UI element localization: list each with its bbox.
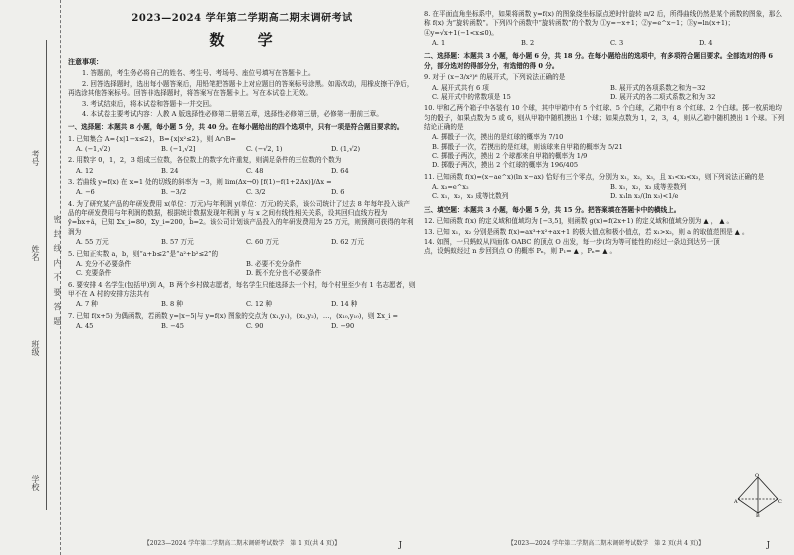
answer-option: C. (−√2, 1) xyxy=(246,144,283,153)
answer-option: A. 掷骰子一次，摸出的是红球的概率为 7/10 xyxy=(432,133,564,142)
option-row xyxy=(432,39,788,48)
notice-item: 2. 回答选择题时，选出每小题答案后，用铅笔把答题卡上对应题目的答案标号涂黑。如需改动，用橡皮擦干净后，再选涂其他答案标号。回答非选择题时，将答案写在答题卡上。写在本试卷上无效。 xyxy=(68,79,414,98)
binding-label-name: 姓名 xyxy=(31,245,40,261)
option-row xyxy=(76,322,416,331)
question-stem: 9. 对于 (x−3/x²)⁶ 的展开式，下列说法正确的是 xyxy=(424,73,566,82)
vertex-label-o: O xyxy=(755,473,760,479)
answer-option: D. 掷骰子两次，摸出 2 个红球的概率为 196/405 xyxy=(432,161,579,170)
answer-option: B. 24 xyxy=(161,166,179,175)
question-list xyxy=(68,135,416,332)
answer-option: D. (1,√2) xyxy=(331,144,361,153)
section-two-heading: 二、选择题：本题共 3 小题，每小题 6 分，共 18 分。在每小题给出的选项中，有多项符合题目要求。全部选对的得 6 分，部分选对的得部分分，有选错的得 0 分。 xyxy=(424,52,773,70)
notice-item: 1. 答题前，考生务必将自己的姓名、考生号、考场号、座位号填写在答题卡上。 xyxy=(82,69,315,78)
binding-margin xyxy=(0,0,61,555)
page-footer: 【2023—2024 学年第二学期高二期末调研考试数学 第 1 页(共 4 页)】 xyxy=(143,540,341,548)
answer-option: A. 7 种 xyxy=(76,300,98,309)
footer-mark: J xyxy=(398,539,402,549)
question-stem: 8. 在平面直角坐标系中，如果将函数 y=f(x) 的图象绕坐标原点逆时针旋转 π/2 后，所得曲线仍然是某个函数的图象，那么称 f(x) 为“旋转函数”。下列四个函数中“旋转函数”的个数为 ①y=−x+1；②y=e^x−1；③y=ln(x+1)；④y=√x+1(−1<x≤0)。 xyxy=(424,10,782,37)
seal-notice: 密 封 线 内 不 要 答 题 xyxy=(53,215,62,327)
answer-option: B. 8 种 xyxy=(161,300,183,309)
question-list xyxy=(424,73,788,202)
answer-option: A. (−1,√2) xyxy=(76,144,111,153)
question-stem: 6. 要安排 4 名学生(包括甲)到 A，B 两个乡村做志愿者，每名学生只能选择去一个村，每个村里至少有 1 名志愿者，则甲不在 A 村的安排方法共有 xyxy=(68,280,416,298)
option-row xyxy=(432,84,788,103)
answer-option: B. (−1,√2] xyxy=(161,144,196,153)
question-stem: 2. 用数字 0，1，2，3 组成三位数，各位数上的数字允许重复，则满足条件的三位数的个数为 xyxy=(68,156,342,165)
option-row xyxy=(76,167,416,176)
section-one-heading: 一、选择题：本题共 8 小题，每小题 5 分，共 40 分。在每小题给出的四个选项中，只有一项是符合题目要求的。 xyxy=(68,123,404,132)
question-stem: 3. 若曲线 y=f(x) 在 x=1 处的切线的斜率为 −3，则 lim(Δx→0) [f(1)−f(1+2Δx)]/Δx = xyxy=(68,178,332,187)
answer-option: B. −3/2 xyxy=(161,188,187,197)
answer-option: C. 掷骰子两次，摸出 2 个球都来自甲箱的概率为 1/9 xyxy=(432,152,588,161)
answer-option: B. x₁，x₂，x₃ 成等差数列 xyxy=(610,183,687,192)
option-row xyxy=(432,133,788,170)
option-row xyxy=(76,260,416,279)
answer-option: C. 60 万元 xyxy=(246,238,279,247)
answer-option: B. 57 万元 xyxy=(161,238,194,247)
vertex-label-c: C xyxy=(778,499,782,505)
answer-option: C. 3 xyxy=(610,39,624,48)
notice-item: 4. 本试卷主要考试内容：人教 A 版选择性必修第二册第五章，选择性必修第三册，必修第一册前三章。 xyxy=(82,109,383,118)
answer-option: C. 90 xyxy=(246,322,264,331)
answer-option: B. −45 xyxy=(161,322,184,331)
section-three-heading: 三、填空题：本题共 3 小题，每小题 5 分，共 15 分。把答案填在答题卡中的横线上。 xyxy=(424,205,681,214)
binding-label-class: 班级 xyxy=(31,340,40,356)
binding-label-exam-number: 考号 xyxy=(31,150,40,166)
answer-option: C. 充要条件 xyxy=(76,269,112,278)
question-stem: 11. 已知函数 f(x)=(x−ae^x)(ln x−ax) 恰好有三个零点，分别为 x₁，x₂，x₃，且 x₁<x₂<x₃，则下列说法正确的是 xyxy=(424,172,765,181)
exam-subject: 数 学 xyxy=(209,31,287,50)
answer-option: C. x₁，x₂，x₃ 成等比数列 xyxy=(432,192,509,201)
page-footer: 【2023—2024 学年第二学期高二期末调研考试数学 第 2 页(共 4 页)】 xyxy=(507,540,705,548)
vertex-label-a: A xyxy=(734,499,738,505)
answer-option: D. x₁ln x₂/(ln x₃)<1/e xyxy=(610,192,679,201)
answer-option: A. x₃=e^x₂ xyxy=(432,183,469,192)
tetrahedron-figure xyxy=(734,473,782,517)
answer-option: D. 展开式的各二项式系数之和为 32 xyxy=(610,92,716,101)
answer-option: A. −6 xyxy=(76,188,95,197)
exam-title: 2023—2024 学年第二学期高二期末调研考试 xyxy=(131,13,353,24)
option-row xyxy=(432,183,788,202)
notice-block xyxy=(68,57,416,119)
notice-title: 注意事项： xyxy=(68,57,103,67)
answer-option: A. 1 xyxy=(432,39,446,48)
page-one xyxy=(68,0,416,555)
answer-option: C. 展开式中的常数项是 15 xyxy=(432,92,511,101)
answer-option: C. 12 种 xyxy=(246,300,273,309)
answer-option: A. 12 xyxy=(76,166,94,175)
option-row xyxy=(76,300,416,309)
question-list xyxy=(424,10,788,48)
notice-item: 3. 考试结束后，将本试卷和答题卡一并交回。 xyxy=(82,99,216,108)
answer-option: B. 展开式的各项系数之和为−32 xyxy=(610,83,706,92)
question-stem: 10. 甲和乙两个箱子中各装有 10 个球，其中甲箱中有 5 个红球、5 个白球，乙箱中有 8 个红球、2 个白球。掷一枚质地均匀的骰子，如果点数为 5 或 6，则从甲箱中随机摸出 1 个球；如果点数为 1，2，3，4，则从乙箱中随机摸出 1 个球。下列结论正确的是 xyxy=(424,104,785,131)
fill-question-list xyxy=(424,217,788,256)
footer-mark: J xyxy=(766,539,770,549)
answer-option: A. 45 xyxy=(76,322,94,331)
option-row xyxy=(76,145,416,154)
question-stem: 5. 已知正实数 a，b，则“a+b≤2”是“a²+b²≤2”的 xyxy=(68,249,219,258)
binding-label-school: 学校 xyxy=(31,475,40,491)
answer-option: A. 55 万元 xyxy=(76,238,109,247)
answer-option: C. 48 xyxy=(246,166,264,175)
answer-option: D. 6 xyxy=(331,188,345,197)
answer-option: D. 62 万元 xyxy=(331,238,364,247)
answer-option: A. 充分不必要条件 xyxy=(76,259,132,268)
question-stem: 7. 已知 f(x+5) 为偶函数，若函数 y=|x−5|与 y=f(x) 图象的交点为 (x₁,y₁)，(x₂,y₂)，…，(x₁₀,y₁₀)，则 Σx_i = xyxy=(68,311,399,320)
answer-option: B. 2 xyxy=(521,39,535,48)
fill-question: 14. 如图，一只蚂蚁从四面体 OABC 的顶点 O 出发，每一步(均为等可能性的)经过一条边到达另一顶点，设蚂蚁经过 n 步回到点 O 的概率 Pₙ，则 P₁= ▲ ，Pₙ= ▲ 。 xyxy=(424,237,720,256)
answer-option: B. 必要不充分条件 xyxy=(246,259,302,268)
answer-option: D. 4 xyxy=(699,39,713,48)
page-two xyxy=(424,0,788,555)
question-stem: 1. 已知集合 A={x|1−x≤2}，B={x|x²≤2}，则 A∩B= xyxy=(68,134,236,143)
option-row xyxy=(76,188,416,197)
answer-option: D. −90 xyxy=(331,322,355,331)
binding-line xyxy=(46,40,47,510)
fill-question: 12. 已知函数 f(x) 的定义域和值域均为 [−3,5]，则函数 g(x)=f(2x+1) 的定义域和值域分别为 ▲ ， ▲ 。 xyxy=(424,217,734,226)
answer-option: D. 既不充分也不必要条件 xyxy=(246,269,322,278)
option-row xyxy=(76,238,416,247)
answer-option: D. 14 种 xyxy=(331,300,358,309)
question-stem: 4. 为了研究某产品的年研发费用 x(单位：万元)与年利润 y(单位：万元)的关系，该公司统计了过去 8 年每年投入该产品的年研发费用与年利润的数据，根据统计数据发现年利润 y 与 x 之间有线性相关关系，设其回归直线方程为 ŷ=b̂x+â，已知 Σx_i=80，Σy_i=200，b̂=2。该公司计划该产品投入的年研发费用为 25 万元，则预测可获得的年利润为 xyxy=(68,199,414,236)
fill-question: 13. 已知 x₁，x₂ 分别是函数 f(x)=ax³+x²+ax+1 的极大值点和极小值点，若 x₁>x₂，则 a 的取值范围是 ▲ 。 xyxy=(424,227,749,236)
answer-option: B. 掷骰子一次，若摸出的是红球，则该球来自甲箱的概率为 5/21 xyxy=(432,142,623,151)
answer-option: C. 3/2 xyxy=(246,188,266,197)
answer-option: D. 64 xyxy=(331,166,349,175)
vertex-label-b: B xyxy=(756,513,760,517)
answer-option: A. 展开式共有 6 项 xyxy=(432,83,489,92)
